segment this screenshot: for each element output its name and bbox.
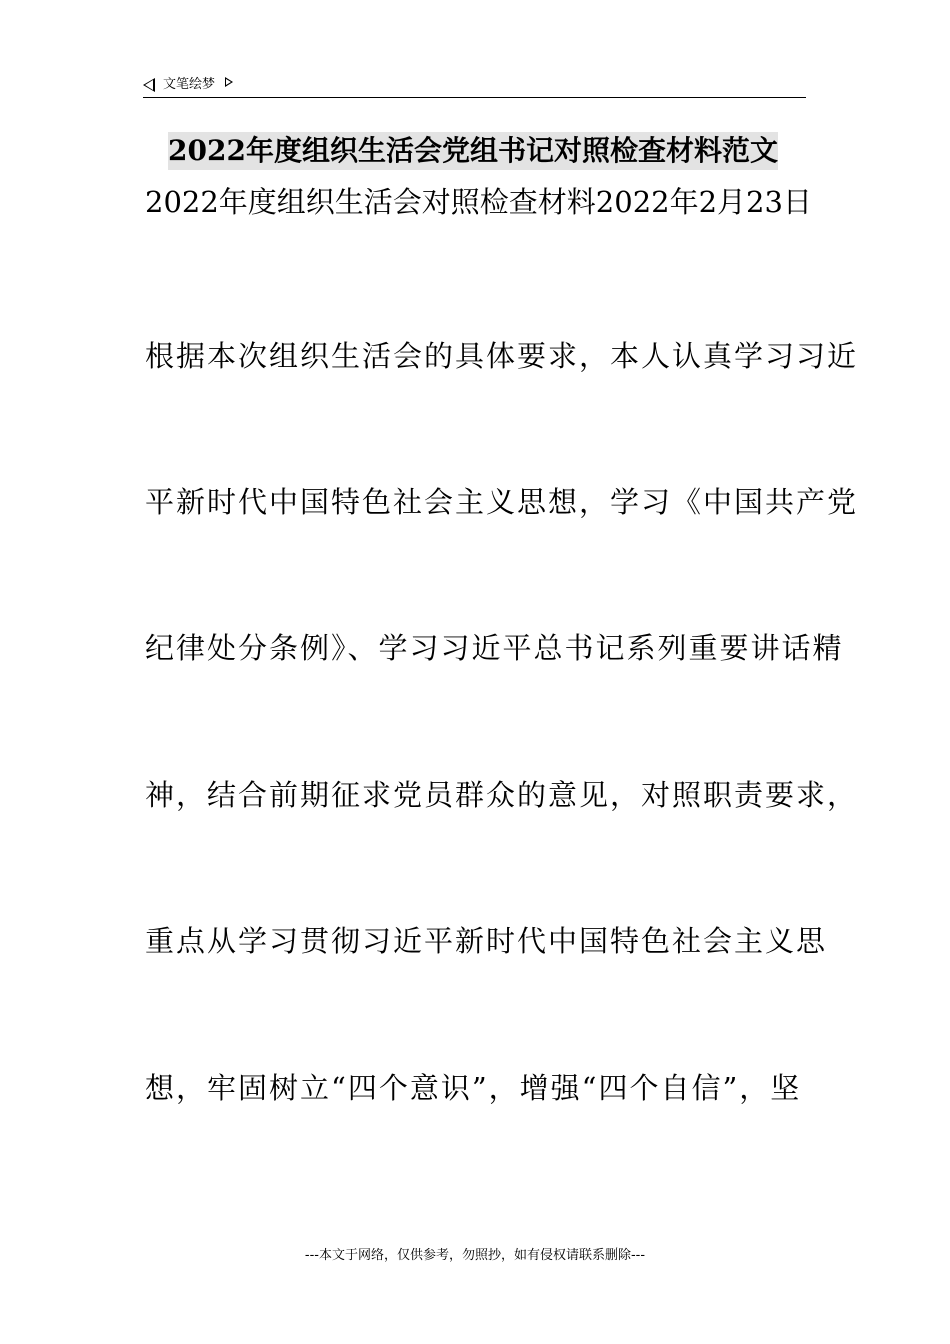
page-header [143,74,803,96]
header-brand: 文笔绘梦 [163,77,216,92]
body-line: 想，牢固树立“四个意识”，增强“四个自信”，坚 [145,1071,802,1105]
body-line: 纪律处分条例》、学习习近平总书记系列重要讲话精 [145,631,844,665]
subtitle-line: 2022年度组织生活会对照检查材料2022年2月23日 [145,185,812,219]
header-divider [143,97,806,98]
document-title: 2022年度组织生活会党组书记对照检查材料范文 [168,132,778,170]
body-line: 神，结合前期征求党员群众的意见，对照职责要求， [145,778,859,812]
right-triangle-icon [225,77,233,87]
body-line: 重点从学习贯彻习近平新时代中国特色社会主义思 [145,924,828,958]
left-triangle-icon [143,78,155,92]
body-line: 平新时代中国特色社会主义思想，学习《中国共产党 [145,485,859,519]
footer-notice: ---本文于网络，仅供参考，勿照抄，如有侵权请联系删除--- [304,1248,646,1263]
body-line: 根据本次组织生活会的具体要求，本人认真学习习近 [145,339,859,373]
